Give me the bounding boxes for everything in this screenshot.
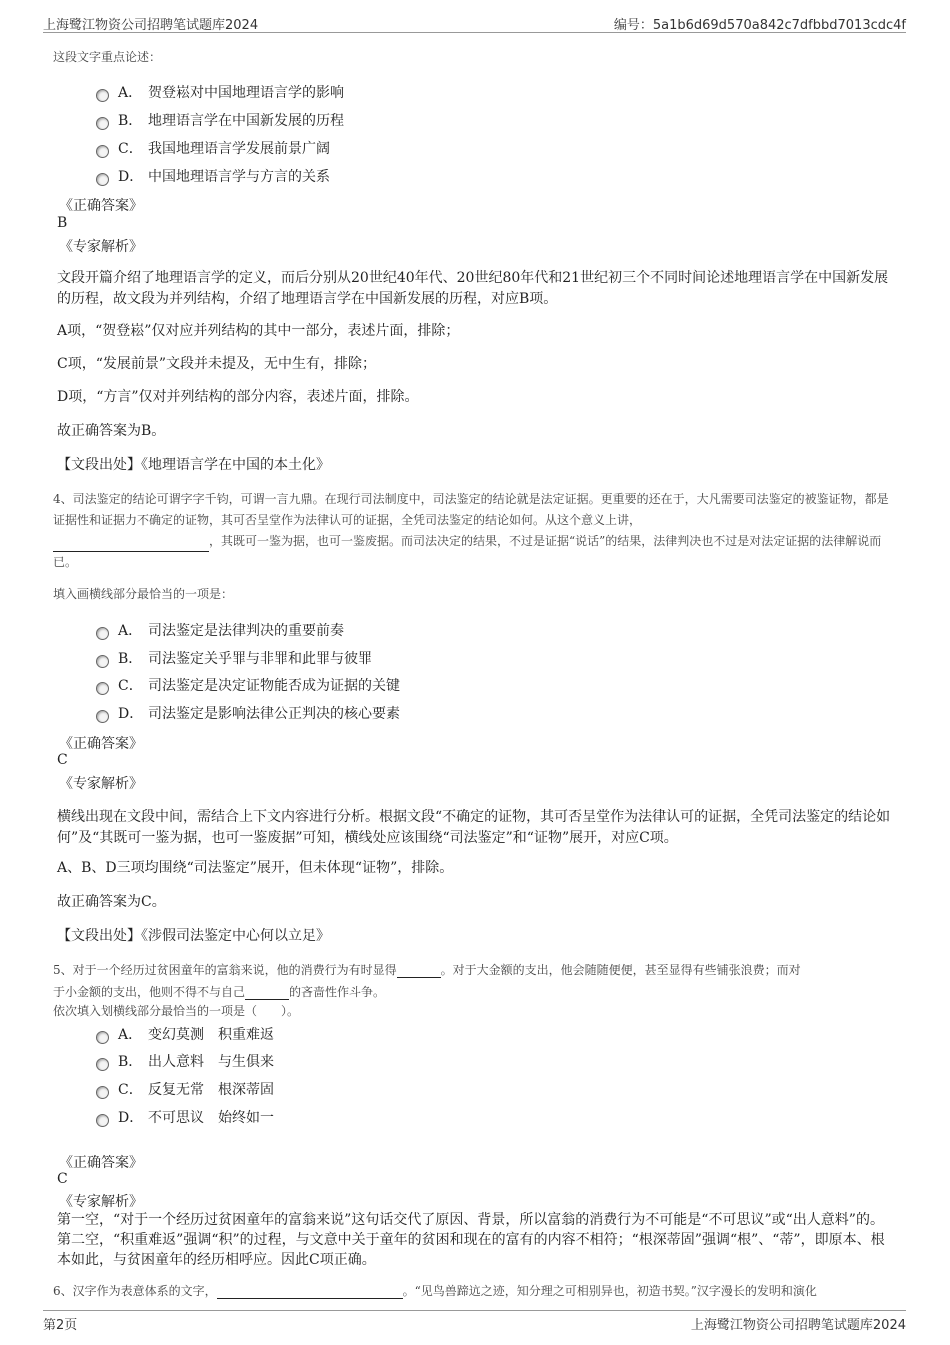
- page-footer: [43, 1310, 906, 1331]
- q3-prompt: 这段文字重点论述：: [53, 50, 162, 64]
- option-text: 司法鉴定是法律判决的重要前奏: [148, 623, 344, 639]
- option-text: 司法鉴定是决定证物能否成为证据的关键: [148, 678, 400, 694]
- q5-answer-label: 《正确答案》: [59, 1155, 143, 1171]
- q5-analysis-label: 《专家解析》: [59, 1194, 143, 1210]
- option-text: 司法鉴定是影响法律公正判决的核心要素: [148, 706, 400, 722]
- q4-analysis-p2: A、B、D三项均围绕“司法鉴定”展开，但未体现“证物”，排除。: [57, 860, 454, 876]
- q5-prompt: 依次填入划横线部分最恰当的一项是（ ）。: [53, 1004, 300, 1018]
- radio-icon[interactable]: [96, 710, 109, 723]
- footer-title: 上海鹭江物资公司招聘笔试题库2024: [690, 1318, 906, 1333]
- q4-answer: C: [57, 752, 68, 768]
- q4-option-a[interactable]: A． 司法鉴定是法律判决的重要前奏: [96, 620, 344, 640]
- option-text: 中国地理语言学与方言的关系: [148, 169, 330, 185]
- q5-analysis: 第一空，“对于一个经历过贫困童年的富翁来说”这句话交代了原因、背景，所以富翁的消费行为不可能是“不可思议”或“出人意料”的。第二空，“积重难返”强调“积”的过程，与文意中关于童年的贫困和现在的富有的内容不相符；“根深蒂固”强调“根”、“蒂”，即原本、根本如此，与贫困童年的经历相呼应。因此C项正确。: [57, 1212, 885, 1268]
- q4-analysis-p3: 故正确答案为C。: [57, 894, 166, 910]
- radio-icon[interactable]: [96, 173, 109, 186]
- q5-option-d[interactable]: D． 不可思议 始终如一: [96, 1107, 274, 1127]
- option-text: 反复无常 根深蒂固: [148, 1082, 274, 1098]
- q3-answer-label: 《正确答案》: [59, 198, 143, 214]
- q4-prompt: 填入画横线部分最恰当的一项是：: [53, 587, 234, 601]
- q6-stem: 6、汉字作为表意体系的文字， 。“见鸟兽蹄迒之迹，知分理之可相别异也，初造书契。”汉字漫长的发明和演化: [53, 1284, 817, 1298]
- q5-option-b[interactable]: B． 出人意料 与生俱来: [96, 1051, 274, 1071]
- fill-blank: [53, 537, 209, 552]
- fill-blank: [397, 964, 441, 978]
- q4-answer-label: 《正确答案》: [59, 736, 143, 752]
- q5-option-c[interactable]: C． 反复无常 根深蒂固: [96, 1079, 274, 1099]
- radio-icon[interactable]: [96, 1031, 109, 1044]
- q3-analysis-p3: C项，“发展前景”文段并未提及，无中生有，排除；: [57, 356, 377, 372]
- q5-stem-line2: 于小金额的支出，他则不得不与自己 的吝啬性作斗争。: [53, 985, 386, 999]
- option-text: 地理语言学在中国新发展的历程: [148, 113, 344, 129]
- fill-blank: [217, 1285, 403, 1299]
- q4-option-c[interactable]: C． 司法鉴定是决定证物能否成为证据的关键: [96, 675, 400, 695]
- option-text: 我国地理语言学发展前景广阔: [148, 141, 330, 157]
- radio-icon[interactable]: [96, 89, 109, 102]
- q4-option-b[interactable]: B． 司法鉴定关乎罪与非罪和此罪与彼罪: [96, 648, 372, 668]
- q3-analysis-p5: 故正确答案为B。: [57, 423, 166, 439]
- option-text: 变幻莫测 积重难返: [148, 1027, 274, 1043]
- header-title: 上海鹭江物资公司招聘笔试题库2024: [43, 18, 259, 33]
- q3-answer: B: [57, 215, 68, 231]
- q3-option-d[interactable]: D． 中国地理语言学与方言的关系: [96, 166, 330, 186]
- q3-analysis-label: 《专家解析》: [59, 239, 143, 255]
- header-doc-id: 编号：5a1b6d69d570a842c7dfbbd7013cdc4f: [613, 18, 906, 33]
- q4-analysis-p1: 横线出现在文段中间，需结合上下文内容进行分析。根据文段“不确定的证物，其可否呈堂作为法律认可的证据，全凭司法鉴定的结论如何”及“其既可一鉴为据，也可一鉴废据”可知，横线处应该围绕“司法鉴定”和“证物”展开，对应C项。: [57, 809, 891, 846]
- q3-option-b[interactable]: B． 地理语言学在中国新发展的历程: [96, 110, 344, 130]
- q3-analysis-p2: A项，“贺登崧”仅对应并列结构的其中一部分，表述片面，排除；: [57, 323, 460, 339]
- option-text: 出人意料 与生俱来: [148, 1054, 274, 1070]
- q4-source: 【文段出处】《涉假司法鉴定中心何以立足》: [57, 928, 330, 944]
- q5-option-a[interactable]: A． 变幻莫测 积重难返: [96, 1024, 274, 1044]
- q3-analysis-p4: D项，“方言”仅对并列结构的部分内容，表述片面，排除。: [57, 389, 419, 405]
- q3-analysis-p1: 文段开篇介绍了地理语言学的定义，而后分别从20世纪40年代、20世纪80年代和21世纪初三个不同时间论述地理语言学在中国新发展的历程，故文段为并列结构，介绍了地理语言学在中国新发展的历程，对应B项。: [57, 270, 889, 307]
- q3-option-a[interactable]: A． 贺登崧对中国地理语言学的影响: [96, 82, 344, 102]
- q4-stem: 4、司法鉴定的结论可谓字字千钧，可谓一言九鼎。在现行司法制度中，司法鉴定的结论就是法定证据。更重要的还在于，大凡需要司法鉴定的被鉴证物，都是证据性和证据力不确定的证物，其可否呈堂作为法律认可的证据，全凭司法鉴定的结论如何。从这个意义上讲， ，其既可一鉴为据，也可一鉴废据。而司法决定的结果，不过是证据“说话”的结果，法律判决也不过是对法定证据的法律解说而已。: [53, 492, 889, 569]
- radio-icon[interactable]: [96, 1086, 109, 1099]
- radio-icon[interactable]: [96, 655, 109, 668]
- radio-icon[interactable]: [96, 1114, 109, 1127]
- radio-icon[interactable]: [96, 117, 109, 130]
- page-number: 第2页: [43, 1318, 78, 1333]
- q3-source: 【文段出处】《地理语言学在中国的本土化》: [57, 457, 330, 473]
- option-text: 不可思议 始终如一: [148, 1110, 274, 1126]
- fill-blank: [245, 986, 289, 1000]
- option-text: 司法鉴定关乎罪与非罪和此罪与彼罪: [148, 651, 372, 667]
- page-header: [43, 14, 906, 33]
- q5-answer: C: [57, 1171, 68, 1187]
- radio-icon[interactable]: [96, 682, 109, 695]
- radio-icon[interactable]: [96, 627, 109, 640]
- q3-option-c[interactable]: C． 我国地理语言学发展前景广阔: [96, 138, 330, 158]
- option-text: 贺登崧对中国地理语言学的影响: [148, 85, 344, 101]
- radio-icon[interactable]: [96, 145, 109, 158]
- radio-icon[interactable]: [96, 1058, 109, 1071]
- q5-stem-line1: 5、对于一个经历过贫困童年的富翁来说，他的消费行为有时显得 。对于大金额的支出，他会随随便便，甚至显得有些铺张浪费；而对: [53, 963, 801, 977]
- q4-option-d[interactable]: D． 司法鉴定是影响法律公正判决的核心要素: [96, 703, 400, 723]
- q4-analysis-label: 《专家解析》: [59, 776, 143, 792]
